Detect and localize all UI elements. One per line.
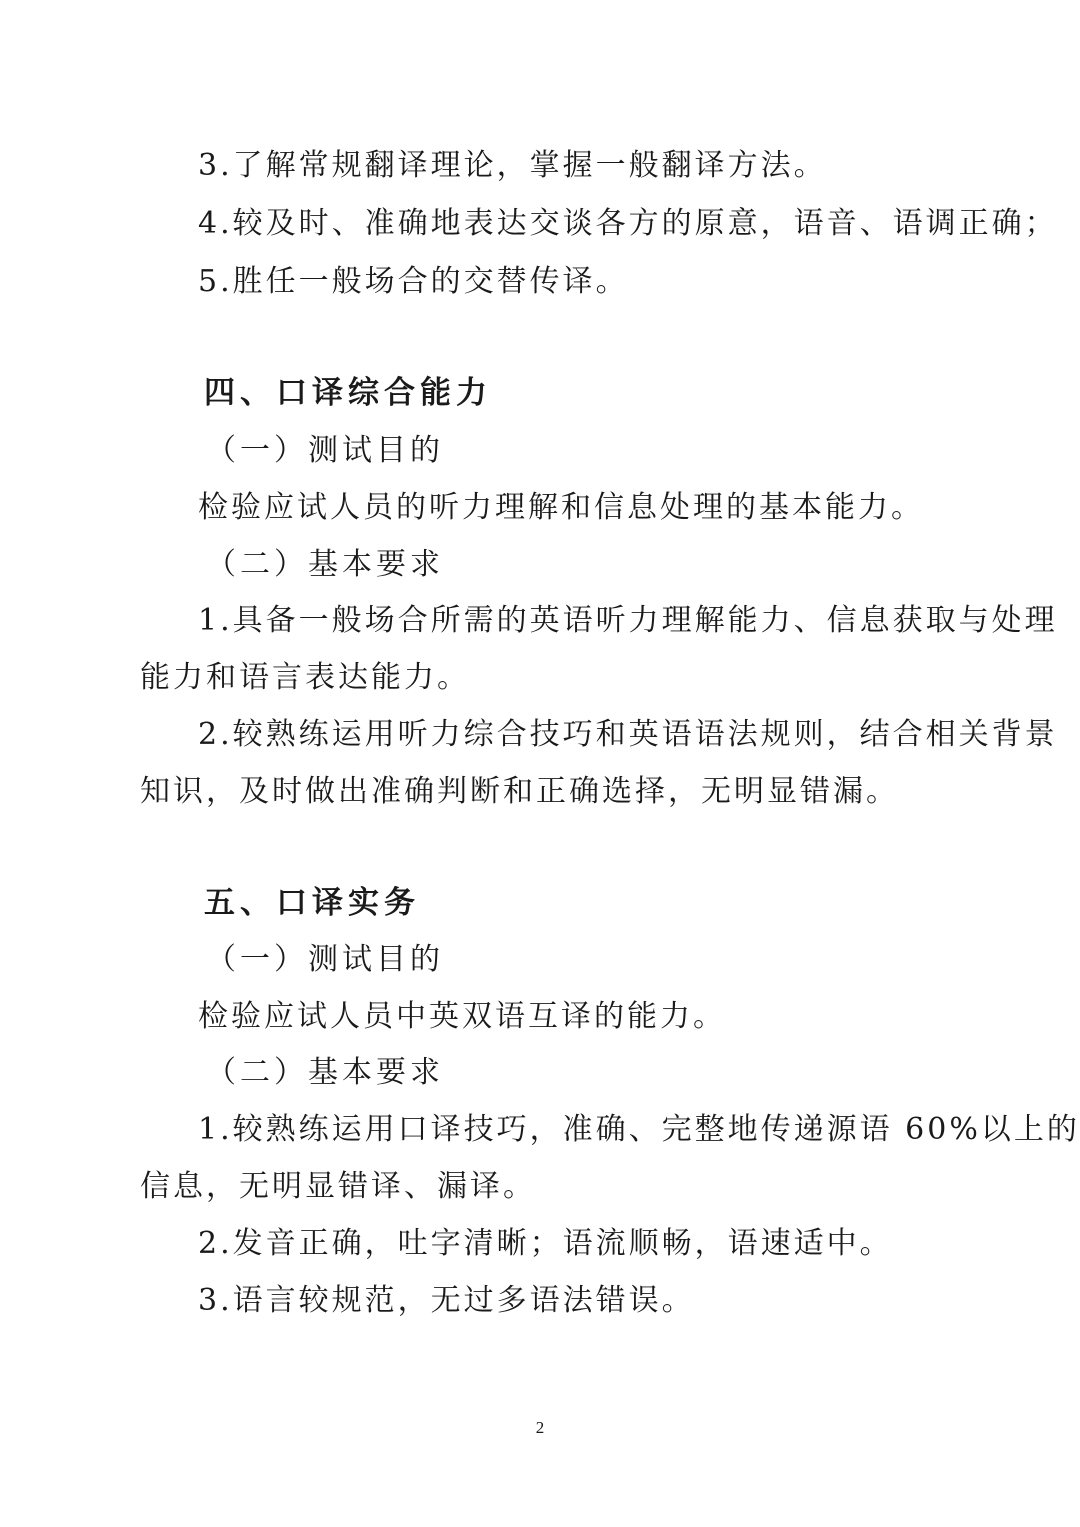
section-heading-4: 四、口译综合能力 [204, 375, 492, 411]
requirement-2: 2.发音正确，吐字清晰；语流顺畅，语速适中。 [198, 1226, 893, 1261]
requirement-1-line-1: 1.具备一般场合所需的英语听力理解能力、信息获取与处理 [198, 603, 1058, 638]
requirement-1-line-2: 能力和语言表达能力。 [140, 660, 470, 695]
requirement-3: 3.语言较规范，无过多语法错误。 [198, 1283, 695, 1318]
section-heading-5: 五、口译实务 [204, 885, 420, 921]
requirement-2-line-1: 2.较熟练运用听力综合技巧和英语语法规则，结合相关背景 [198, 717, 1058, 752]
subheading-test-purpose: （一）测试目的 [206, 942, 444, 977]
list-item-3: 3.了解常规翻译理论，掌握一般翻译方法。 [198, 148, 827, 183]
paragraph-purpose: 检验应试人员的听力理解和信息处理的基本能力。 [198, 490, 924, 525]
requirement-1-line-2: 信息，无明显错译、漏译。 [140, 1169, 536, 1204]
paragraph-purpose: 检验应试人员中英双语互译的能力。 [198, 999, 726, 1034]
requirement-1-line-1: 1.较熟练运用口译技巧，准确、完整地传递源语 60%以上的 [198, 1112, 1080, 1147]
list-item-4: 4.较及时、准确地表达交谈各方的原意，语音、语调正确； [198, 206, 1058, 241]
list-item-5: 5.胜任一般场合的交替传译。 [198, 264, 629, 299]
page-number: 2 [535, 1418, 545, 1437]
subheading-test-purpose: （一）测试目的 [206, 433, 444, 468]
subheading-basic-requirements: （二）基本要求 [206, 1055, 444, 1090]
requirement-2-line-2: 知识，及时做出准确判断和正确选择，无明显错漏。 [140, 774, 899, 809]
subheading-basic-requirements: （二）基本要求 [206, 547, 444, 582]
